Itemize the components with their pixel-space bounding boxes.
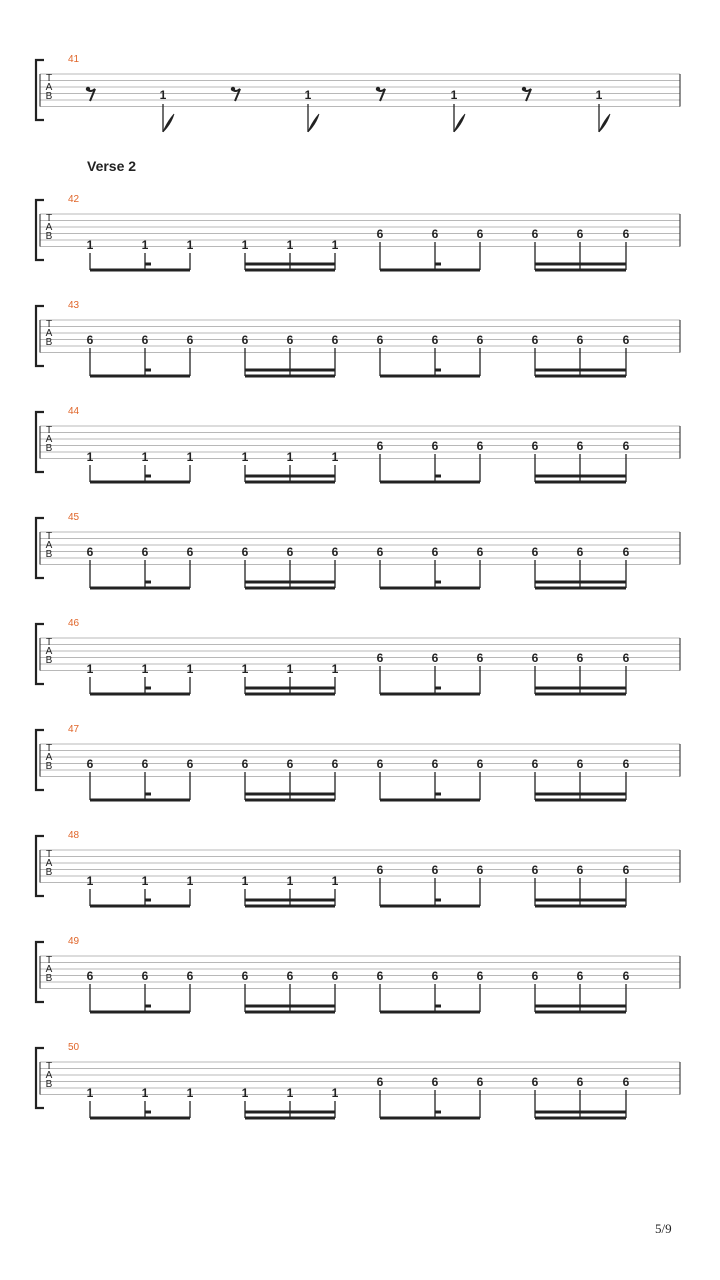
fret-number: 6 [141,333,149,347]
fret-number: 1 [241,662,249,676]
fret-number: 6 [576,757,584,771]
fret-number: 6 [622,227,630,241]
fret-number: 1 [159,88,167,102]
fret-number: 6 [531,227,539,241]
measure-number: 49 [68,936,80,947]
staff-system-49 [36,936,680,1012]
fret-number: 1 [186,238,194,252]
fret-number: 6 [241,969,249,983]
fret-number: 1 [241,874,249,888]
fret-number: 6 [576,439,584,453]
fret-number: 6 [186,545,194,559]
fret-number: 6 [476,969,484,983]
measure-number: 44 [68,406,80,417]
fret-number: 6 [576,227,584,241]
fret-number: 6 [286,333,294,347]
section-label-verse-2: Verse 2 [87,158,137,174]
fret-number: 6 [622,545,630,559]
fret-number: 6 [86,757,94,771]
tab-clef-letter: A [45,964,53,975]
fret-number: 6 [331,545,339,559]
staff-system-46 [36,618,680,694]
tab-clef-letter: B [45,655,53,666]
fret-number: 6 [186,969,194,983]
tab-clef-letter: T [45,849,53,860]
fret-number: 6 [376,333,384,347]
fret-number: 1 [86,238,94,252]
fret-number: 6 [531,969,539,983]
fret-number: 6 [376,757,384,771]
fret-number: 6 [86,969,94,983]
fret-number: 1 [331,874,339,888]
fret-number: 6 [376,863,384,877]
fret-number: 1 [141,450,149,464]
fret-number: 1 [186,662,194,676]
fret-number: 1 [286,874,294,888]
fret-number: 6 [376,439,384,453]
fret-number: 1 [286,450,294,464]
fret-number: 6 [431,227,439,241]
tab-clef-letter: B [45,867,53,878]
fret-number: 6 [476,545,484,559]
staff-system-48 [36,830,680,906]
eighth-rest-dot [231,87,235,91]
fret-number: 6 [531,863,539,877]
eighth-rest-dot [522,87,526,91]
fret-number: 1 [141,1086,149,1100]
fret-number: 1 [286,1086,294,1100]
tab-clef-letter: B [45,91,53,102]
staff-system-45 [36,512,680,588]
fret-number: 6 [576,333,584,347]
fret-number: 1 [86,874,94,888]
fret-number: 1 [86,1086,94,1100]
fret-number: 6 [286,757,294,771]
measure-number: 47 [68,724,80,735]
fret-number: 6 [531,1075,539,1089]
fret-number: 1 [331,662,339,676]
fret-number: 6 [476,1075,484,1089]
fret-number: 6 [476,651,484,665]
fret-number: 6 [286,545,294,559]
tab-clef-letter: T [45,637,53,648]
fret-number: 1 [241,450,249,464]
fret-number: 1 [331,450,339,464]
tab-clef-letter: B [45,973,53,984]
fret-number: 1 [286,662,294,676]
tab-clef-letter: B [45,549,53,560]
fret-number: 6 [576,863,584,877]
tab-clef-letter: T [45,319,53,330]
fret-number: 1 [186,1086,194,1100]
fret-number: 6 [376,1075,384,1089]
fret-number: 6 [476,863,484,877]
fret-number: 6 [431,333,439,347]
fret-number: 6 [576,969,584,983]
fret-number: 6 [431,863,439,877]
fret-number: 6 [576,545,584,559]
fret-number: 6 [476,227,484,241]
fret-number: 1 [141,238,149,252]
eighth-rest-dot [86,87,90,91]
note-flag [163,114,174,132]
tab-clef-letter: A [45,434,53,445]
fret-number: 6 [141,545,149,559]
tab-clef-letter: T [45,213,53,224]
staff-system-43 [36,300,680,376]
staff-system-47 [36,724,680,800]
fret-number: 1 [86,662,94,676]
staff-system-42 [36,194,680,270]
fret-number: 1 [86,450,94,464]
fret-number: 6 [531,439,539,453]
fret-number: 6 [86,545,94,559]
fret-number: 6 [476,333,484,347]
fret-number: 6 [531,757,539,771]
measure-number: 42 [68,194,80,205]
fret-number: 6 [622,333,630,347]
tab-clef-letter: T [45,73,53,84]
fret-number: 6 [476,439,484,453]
fret-number: 6 [331,333,339,347]
tab-clef-letter: A [45,82,53,93]
tab-clef-letter: A [45,328,53,339]
fret-number: 6 [376,545,384,559]
fret-number: 1 [141,662,149,676]
fret-number: 6 [622,1075,630,1089]
staff-system-41 [36,54,680,132]
fret-number: 6 [622,651,630,665]
fret-number: 1 [331,1086,339,1100]
measure-number: 50 [68,1042,80,1053]
fret-number: 1 [304,88,312,102]
fret-number: 1 [286,238,294,252]
fret-number: 6 [622,863,630,877]
fret-number: 6 [622,969,630,983]
tab-clef-letter: A [45,222,53,233]
tab-clef-letter: B [45,761,53,772]
note-flag [308,114,319,132]
fret-number: 1 [186,450,194,464]
tab-clef-letter: B [45,443,53,454]
fret-number: 6 [241,757,249,771]
fret-number: 6 [576,1075,584,1089]
fret-number: 6 [431,651,439,665]
measure-number: 43 [68,300,80,311]
fret-number: 6 [622,757,630,771]
tab-clef-letter: A [45,858,53,869]
fret-number: 6 [86,333,94,347]
tab-clef-letter: B [45,231,53,242]
staff-system-44 [36,406,680,482]
fret-number: 1 [595,88,603,102]
fret-number: 6 [431,1075,439,1089]
measure-number: 48 [68,830,80,841]
fret-number: 6 [241,545,249,559]
tab-clef-letter: A [45,1070,53,1081]
tab-clef-letter: T [45,531,53,542]
fret-number: 6 [186,757,194,771]
tab-clef-letter: A [45,752,53,763]
page-number: 5/9 [655,1221,672,1236]
fret-number: 1 [141,874,149,888]
fret-number: 1 [331,238,339,252]
fret-number: 6 [431,757,439,771]
fret-number: 6 [622,439,630,453]
fret-number: 6 [531,651,539,665]
fret-number: 6 [376,969,384,983]
tab-clef-letter: T [45,425,53,436]
tab-clef-letter: A [45,646,53,657]
fret-number: 1 [450,88,458,102]
fret-number: 6 [241,333,249,347]
fret-number: 6 [331,969,339,983]
fret-number: 6 [141,969,149,983]
fret-number: 1 [241,238,249,252]
staff-system-50 [36,1042,680,1118]
fret-number: 1 [186,874,194,888]
tab-clef-letter: T [45,743,53,754]
fret-number: 6 [531,333,539,347]
fret-number: 6 [576,651,584,665]
fret-number: 1 [241,1086,249,1100]
fret-number: 6 [141,757,149,771]
measure-number: 45 [68,512,80,523]
tab-clef-letter: T [45,955,53,966]
fret-number: 6 [331,757,339,771]
fret-number: 6 [431,545,439,559]
eighth-rest-dot [376,87,380,91]
fret-number: 6 [431,969,439,983]
fret-number: 6 [376,651,384,665]
note-flag [599,114,610,132]
fret-number: 6 [186,333,194,347]
fret-number: 6 [286,969,294,983]
measure-number: 41 [68,54,80,65]
tab-clef-letter: B [45,337,53,348]
tab-clef-letter: A [45,540,53,551]
tab-clef-letter: T [45,1061,53,1072]
fret-number: 6 [476,757,484,771]
fret-number: 6 [376,227,384,241]
fret-number: 6 [431,439,439,453]
note-flag [454,114,465,132]
tab-clef-letter: B [45,1079,53,1090]
fret-number: 6 [531,545,539,559]
measure-number: 46 [68,618,80,629]
